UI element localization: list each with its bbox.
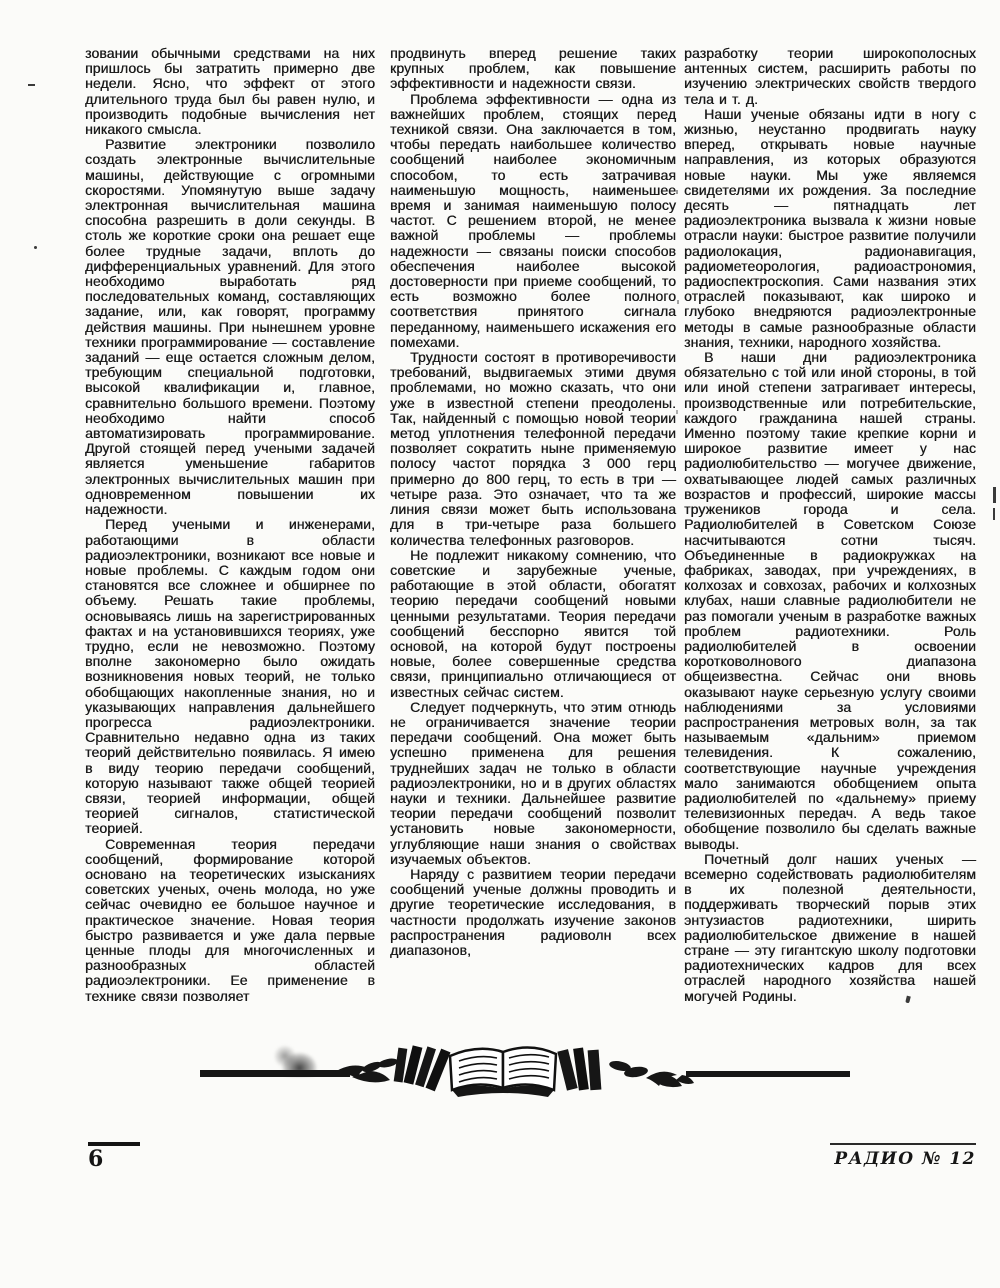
paragraph: зовании обычными средствами на них пришлось бы затратить примерно две недели. Ясно, что эффект от этого длительного труда был бы равен нулю, и производить подобные вычисления нет никакого смысла. [85,45,375,138]
paragraph: продвинуть вперед решение таких крупных проблем, как повышение эффективности и надежности связи. [390,45,676,92]
paragraph: Наряду с развитием теории передачи сообщений ученые должны проводить и другие теоретические исследования, в частности продолжать изучение законов распространения радиоволн всех диапазонов, [390,865,676,958]
scan-speck [676,190,678,194]
journal-footer-block [830,1143,976,1169]
paragraph: Не подлежит никакому сомнению, что советские и зарубежные ученые, работающие в этой области, обогатят теорию передачи сообщений новыми ценными результатами. Теория передачи сообщений бесспорно явится той основой, на которой будут построены новые, более совершенные средства связи, принципиально отличающиеся от известных сейчас систем. [390,546,676,700]
journal-title: РАДИО № 12 [834,1149,976,1169]
scan-speck [677,300,679,304]
paragraph: В наши дни радиоэлектроника обязательно с той или иной стороны, в той или иной степени затрагивает интересы, производственные или потребительские, каждого гражданина нашей страны. Именно поэтому такие крепкие корни и широкое развитие имеет у нас радиолюбительство — могучее движение, охватывающее людей самых различных возрастов и профессий, широкие массы тружеников города и села. Радиолюбителей в Советском Союзе насчитываются сотни тысяч. Объединенные в радиокружках на фабриках, заводах, при учреждениях, в колхозах и совхозах, рабочих и колхозных клубах, наши славные радиолюбители не раз помогали ученым в разработке важных проблем радиотехники. Роль радиолюбителей в освоении коротковолнового диапазона общеизвестна. Сейчас они вновь оказывают науке серьезную услугу своими наблюдениями за условиями распространения метровых волн, за так называемым «дальним» приемом телевидения. К сожалению, соответствующие научные учреждения мало занимаются обобщением опыта радиолюбителей по «дальнему» приему телевизионных передач. А ведь такое обобщение позволило бы сделать важные выводы. [684,349,976,852]
scan-speck [34,246,37,249]
paragraph: Трудности состоят в противоречивости требований, выдвигаемых этими двумя проблемами, но можно сказать, что они уже в известной степени преодолены. Так, найденный с помощью новой теории метод уплотнения телефонной передачи позволяет сократить ныне применяемую полосу частот порядка 3 000 герц примерно до 800 герц, то есть в три — четыре раза. Это означает, что та же линия связи может быть использована для в три-четыре раза большего количества телефонных разговоров. [390,349,676,548]
scan-speck [993,487,996,503]
page-number: 6 [88,1146,104,1172]
scan-speck [28,84,35,86]
paragraph: Наши ученые обязаны идти в ногу с жизнью, неустанно продвигать науку вперед, открывать новые научные направления, из которых образуются новые науки. Мы уже являемся свидетелями их рождения. За последние десять — пятнадцать лет радиоэлектроника вызвала к жизни новые отрасли науки: быстрое развитие получили радиолокация, радионавигация, радиометеорология, радиоастрономия, радиоспектроскопия. Сами названия этих отраслей показывают, как широко и глубоко внедряются радиоэлектронные методы в самые разнообразные области знания, техники, народного хозяйства. [684,105,976,350]
article-column-3 [684,46,976,1004]
article-column-2 [390,46,676,958]
paragraph: Развитие электроники позволило создать электронные вычислительные машины, действующие с огромными скоростями. Упомянутую выше задачу электронная вычислительная машина способна разрешить в доли секунды. В столь же короткие сроки она решает еще более трудные задачи, вплоть до дифференциальных уравнений. Для этого необходимо выработать ряд последовательных команд, составляющих задание, или, как говорят, программу действия машины. При нынешнем уровне техники программирование — составление заданий — еще остается сложным делом, требующим специальной подготовки, высокой квалификации и, главное, сравнительно большого времени. Поэтому необходимо найти способ автоматизировать программирование. Другой стоящей перед учеными задачей является уменьшение габаритов электронных вычислительных машин при одновременном повышении их надежности. [85,136,375,518]
paragraph: Следует подчеркнуть, что этим отнюдь не ограничивается значение теории передачи сообщений. Она может быть успешно применена для решения труднейших задач не только в области радиоэлектроники, но и в других областях науки и техники. Дальнейшее развитие теории передачи сообщений позволит установить новые закономерности, углубляющие наши знания о свойствах изучаемых объектов. [390,698,676,867]
paragraph: Почетный долг наших ученых — всемерно содействовать радиолюбителям в их полезной деятельности, поддерживать творческий порыв этих энтузиастов радиотехники, ширить радиолюбительское движение в нашей стране — эту гигантскую школу подготовки радиотехнических кадров для всех отраслей народного хозяйства нашей могучей Родины. [684,850,976,1004]
paragraph: разработку теории широкополосных антенных систем, расширить работы по изучению электрических свойств твердого тела и т. д. [684,45,976,107]
page-number-block [88,1142,140,1170]
paragraph: Проблема эффективности — одна из важнейших проблем, стоящих перед техникой связи. Она заключается в том, чтобы передать наибольшее количество сообщений наиболее экономичным способом, то есть затрачивая наименьшую мощность, наименьшее время и занимая наименьшую полосу частот. С решением второй, не менее важной проблемы — проблемы надежности — связаны поиски способов обеспечения наиболее высокой достоверности при приеме сообщений, то есть возможно более полного соответствия принятого сигнала переданному, наименьшего искажения его помехами. [390,90,676,350]
paragraph: Перед учеными и инженерами, работающими в области радиоэлектроники, возникают все новые и новые проблемы. С каждым годом они становятся все сложнее и обширнее по объему. Решать такие проблемы, основываясь лишь на зарегистрированных фактах и на установившихся теориях, уже трудно, если не невозможно. Поэтому вполне закономерно было ожидать возникновения новых теорий, не только обобщающих накопленные знания, но и указывающих направления дальнейшего прогресса радиоэлектроники. Сравнительно недавно одна из таких теорий действительно появилась. Я имею в виду теорию передачи сообщений, которую называют также общей теорией связи, теорией информации, общей теорией сигналов, статистической теорией. [85,516,375,837]
scan-speck [676,410,678,414]
paragraph: Современная теория передачи сообщений, формирование которой основано на теоретических изысканиях советских ученых, очень молода, но уже сейчас очевидно ее большое научное и практическое значение. Новая теория быстро развивается и уже дала первые ценные плоды для многочисленных и разнообразных областей радиоэлектроники. Ее применение в технике связи позволяет [85,835,375,1004]
scan-speck [993,508,995,520]
article-column-1 [85,46,375,1004]
book-ornament-divider-icon [200,1040,860,1106]
journal-rule [830,1143,976,1145]
